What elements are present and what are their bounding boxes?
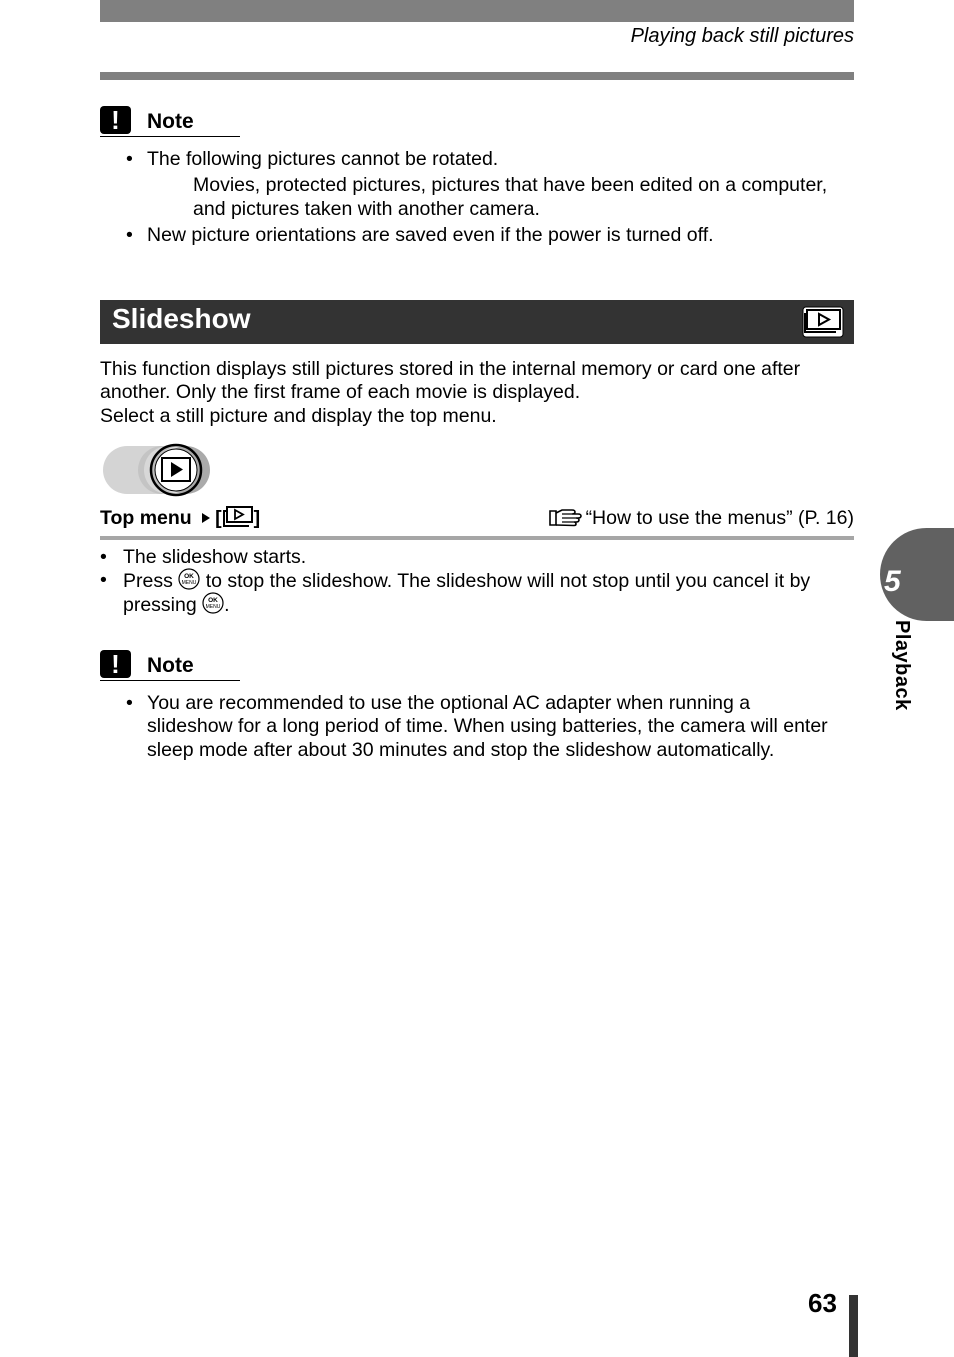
- bullet: •: [126, 692, 133, 714]
- playback-mode-icon: [100, 443, 214, 497]
- triangle-right-icon: [200, 511, 212, 525]
- header-bar: [100, 0, 854, 22]
- note-subline: Movies, protected pictures, pictures that have been edited on a computer,: [193, 174, 828, 196]
- reference-text: “How to use the menus” (P. 16): [585, 507, 854, 529]
- menu-reference: [548, 505, 854, 531]
- bullet: •: [126, 148, 133, 170]
- header-rule: [100, 72, 854, 80]
- note-label: Note: [147, 654, 194, 677]
- step-text: .: [224, 594, 230, 616]
- ok-label: OK: [208, 597, 219, 604]
- note-line: slideshow for a long period of time. When using batteries, the camera will enter: [147, 715, 828, 737]
- menu-label: MENU: [205, 604, 221, 610]
- section-title: Slideshow: [112, 303, 251, 334]
- section-heading: [100, 300, 854, 344]
- exclamation-icon: [100, 650, 131, 678]
- ok-menu-button-icon: [178, 568, 200, 590]
- bullet: •: [100, 546, 107, 568]
- intro-line: another. Only the first frame of each movie is displayed.: [100, 381, 581, 403]
- step-text: Press: [123, 570, 173, 592]
- intro-line: Select a still picture and display the top menu.: [100, 405, 497, 427]
- step-item: The slideshow starts.: [123, 546, 307, 568]
- ok-menu-button-icon: [202, 592, 224, 614]
- note-subline: and pictures taken with another camera.: [193, 198, 540, 220]
- pointing-hand-icon: [548, 507, 586, 527]
- chapter-label: Playback: [891, 620, 913, 711]
- slideshow-icon: [222, 506, 254, 528]
- bullet: •: [100, 569, 107, 591]
- note-label: Note: [147, 110, 194, 133]
- slideshow-icon: [802, 306, 844, 338]
- step-item-cont: [123, 592, 230, 617]
- page-number: 63: [808, 1288, 837, 1318]
- menu-label: MENU: [181, 580, 197, 586]
- intro-line: This function displays still pictures stored in the internal memory or card one after: [100, 358, 801, 380]
- step-text: to stop the slideshow. The slideshow will not stop until you cancel it by: [205, 570, 811, 592]
- menu-path-rule: [100, 536, 854, 540]
- bracket-open: [: [215, 507, 222, 529]
- exclamation-icon: [100, 106, 131, 134]
- note-heading: [100, 650, 240, 681]
- note-item: The following pictures cannot be rotated.: [147, 148, 499, 170]
- bullet: •: [126, 224, 133, 246]
- menu-path-top: Top menu: [100, 507, 192, 529]
- page-number-bar: [849, 1295, 858, 1357]
- step-item: [123, 568, 810, 593]
- ok-label: OK: [184, 573, 195, 580]
- chapter-number: 5: [884, 565, 901, 598]
- bracket-close: ]: [253, 507, 261, 529]
- note-heading: [100, 106, 240, 137]
- note-line: sleep mode after about 30 minutes and stop the slideshow automatically.: [147, 739, 775, 761]
- menu-path: [100, 505, 260, 531]
- note-line: You are recommended to use the optional AC adapter when running a: [147, 692, 751, 714]
- step-text: pressing: [123, 594, 197, 616]
- note-item: New picture orientations are saved even if the power is turned off.: [147, 224, 714, 246]
- running-header: Playing back still pictures: [630, 25, 854, 47]
